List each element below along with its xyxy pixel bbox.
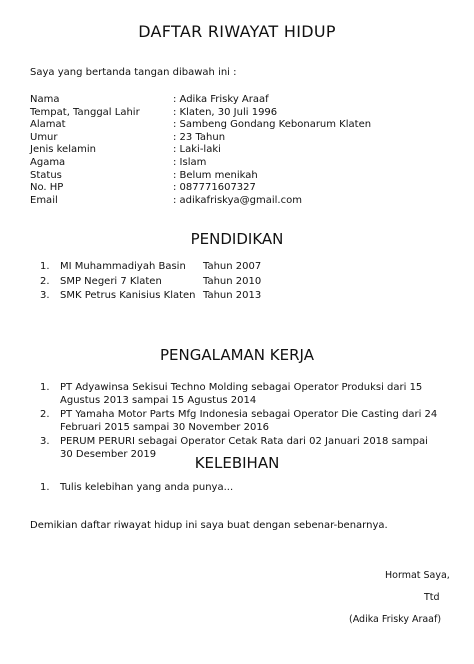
experience-heading: PENGALAMAN KERJA xyxy=(160,346,314,364)
list-item xyxy=(40,260,261,275)
signature-ttd: Ttd xyxy=(424,592,440,603)
skills-heading: KELEBIHAN xyxy=(194,454,280,472)
biodata-row-address xyxy=(30,119,371,132)
biodata-value: : 23 Tahun xyxy=(173,131,226,143)
biodata-value: : Belum menikah xyxy=(173,169,258,181)
biodata-label: Nama xyxy=(30,94,60,105)
education-list xyxy=(40,260,261,304)
biodata-value: : Klaten, 30 Juli 1996 xyxy=(173,106,278,118)
signature-name: (Adika Frisky Araaf) xyxy=(349,614,442,625)
list-number: 2. xyxy=(40,275,50,287)
school-name: SMK Petrus Kanisius Klaten xyxy=(60,290,196,301)
biodata-row-email xyxy=(30,195,371,208)
biodata-label: Umur xyxy=(30,131,58,143)
list-item xyxy=(40,275,261,290)
biodata-value: : 087771607327 xyxy=(173,182,256,194)
biodata-label: Status xyxy=(30,169,62,181)
biodata-label: Email xyxy=(30,194,58,206)
document-title: DAFTAR RIWAYAT HIDUP xyxy=(138,22,336,41)
list-number: 1. xyxy=(40,382,50,393)
experience-list xyxy=(40,382,440,463)
biodata-label: No. HP xyxy=(30,182,64,194)
list-number: 2. xyxy=(40,409,50,420)
list-item xyxy=(40,382,440,407)
biodata-list xyxy=(30,94,371,207)
closing-statement: Demikian daftar riwayat hidup ini saya buat dengan sebenar-benarnya. xyxy=(30,520,388,531)
biodata-row-gender xyxy=(30,144,371,157)
biodata-label: Jenis kelamin xyxy=(30,144,96,156)
biodata-label: Tempat, Tanggal Lahir xyxy=(30,106,140,118)
biodata-row-religion xyxy=(30,157,371,170)
list-number: 3. xyxy=(40,290,50,301)
experience-text: PT Adyawinsa Sekisui Techno Molding sebagai Operator Produksi dari 15 Agustus 2013 sampai 15 Agustus 2014 xyxy=(60,382,423,406)
biodata-value: : adikafriskya@gmail.com xyxy=(173,194,302,206)
biodata-row-age xyxy=(30,132,371,145)
list-item xyxy=(40,409,440,434)
biodata-value: : Laki-laki xyxy=(173,144,221,156)
biodata-row-phone xyxy=(30,182,371,195)
education-heading: PENDIDIKAN xyxy=(190,230,284,248)
biodata-value: : Islam xyxy=(173,156,207,168)
biodata-row-birth xyxy=(30,107,371,120)
biodata-label: Agama xyxy=(30,156,66,168)
biodata-value: : Adika Frisky Araaf xyxy=(173,94,269,105)
biodata-row-status xyxy=(30,170,371,183)
list-item xyxy=(40,482,233,493)
school-year: Tahun 2007 xyxy=(203,261,262,272)
intro-text: Saya yang bertanda tangan dibawah ini : xyxy=(30,67,237,78)
list-number: 1. xyxy=(40,482,50,493)
experience-text: PT Yamaha Motor Parts Mfg Indonesia sebagai Operator Die Casting dari 24 Februari 2015 sampai 30 November 2016 xyxy=(60,409,438,433)
list-number: 3. xyxy=(40,436,50,447)
list-item xyxy=(40,289,261,304)
signature-greeting: Hormat Saya, xyxy=(385,570,450,581)
school-name: SMP Negeri 7 Klaten xyxy=(60,275,162,287)
biodata-value: : Sambeng Gondang Kebonarum Klaten xyxy=(173,119,372,131)
school-year: Tahun 2013 xyxy=(203,290,262,301)
school-name: MI Muhammadiyah Basin xyxy=(60,261,186,272)
biodata-row-name xyxy=(30,94,371,107)
skills-list xyxy=(40,482,233,493)
list-number: 1. xyxy=(40,261,50,272)
school-year: Tahun 2010 xyxy=(203,275,262,287)
experience-text: PERUM PERURI sebagai Operator Cetak Rata dari 02 Januari 2018 sampai 30 Desember 2019 xyxy=(60,436,428,460)
skill-text: Tulis kelebihan yang anda punya... xyxy=(60,482,234,493)
biodata-label: Alamat xyxy=(30,119,66,131)
